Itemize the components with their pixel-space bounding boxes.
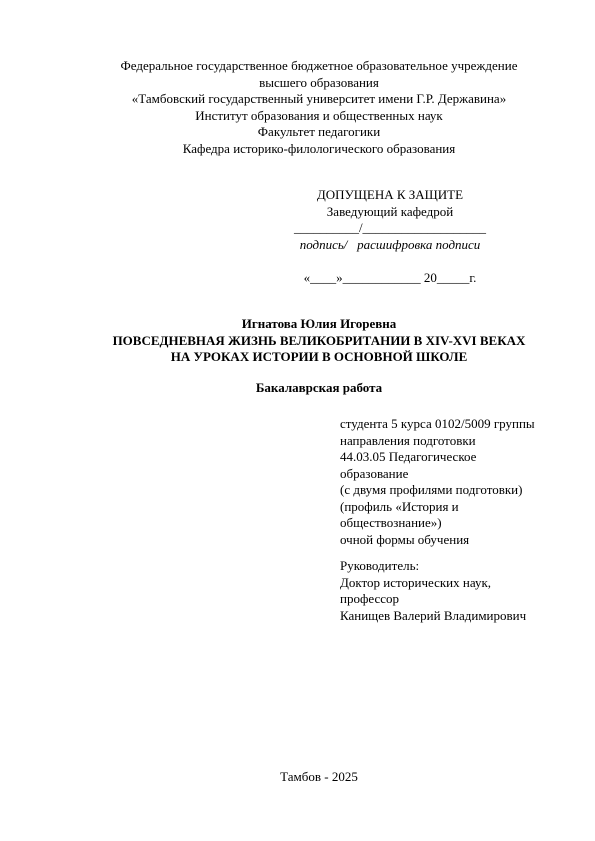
- header-line-5: Факультет педагогики: [257, 124, 381, 139]
- approval-position: Заведующий кафедрой: [326, 203, 454, 219]
- student-info: [340, 416, 570, 548]
- city-year: Тамбов - 2025: [280, 769, 358, 784]
- thesis-title-line-2: НА УРОКАХ ИСТОРИИ В ОСНОВНОЙ ШКОЛЕ: [170, 349, 468, 364]
- student-line-4: образование: [340, 465, 409, 481]
- approval-title: ДОПУЩЕНА К ЗАЩИТЕ: [316, 187, 464, 202]
- student-line-6: (профиль «История и: [340, 498, 459, 514]
- supervisor-name: Канищев Валерий Владимирович: [340, 607, 527, 623]
- student-line-5: (с двумя профилями подготовки): [340, 482, 523, 497]
- student-line-1: студента 5 курса 0102/5009 группы: [340, 416, 535, 431]
- supervisor-degree-line-2: профессор: [340, 591, 400, 606]
- institution-header: [60, 58, 578, 157]
- student-line-2: направления подготовки: [340, 432, 476, 448]
- student-line-3: 44.03.05 Педагогическое: [340, 449, 477, 464]
- signature-line: __________/___________________: [293, 220, 487, 235]
- header-line-4: Институт образования и общественных наук: [195, 107, 443, 123]
- thesis-title-line-1: ПОВСЕДНЕВНАЯ ЖИЗНЬ ВЕЛИКОБРИТАНИИ В XIV-XVI ВЕКАХ: [112, 332, 526, 348]
- date-line: «____»____________ 20_____г.: [303, 270, 477, 285]
- header-line-3: «Тамбовский государственный университет имени Г.Р. Державина»: [131, 91, 507, 106]
- header-line-2: высшего образования: [259, 74, 379, 90]
- supervisor-label: Руководитель:: [340, 558, 420, 573]
- supervisor-info: [340, 558, 570, 624]
- student-line-7: обществознание»): [340, 515, 442, 530]
- supervisor-degree-line-1: Доктор исторических наук,: [340, 574, 492, 590]
- header-line-6: Кафедра историко-филологического образования: [182, 140, 456, 156]
- thesis-title-block: [60, 316, 578, 366]
- student-line-8: очной формы обучения: [340, 531, 470, 547]
- author-name: Игнатова Юлия Игоревна: [241, 316, 397, 331]
- signature-caption: подпись/ расшифровка подписи: [299, 236, 481, 252]
- work-type: Бакалаврская работа: [255, 380, 383, 395]
- approval-block: [250, 187, 530, 287]
- header-line-1: Федеральное государственное бюджетное образовательное учреждение: [120, 58, 518, 73]
